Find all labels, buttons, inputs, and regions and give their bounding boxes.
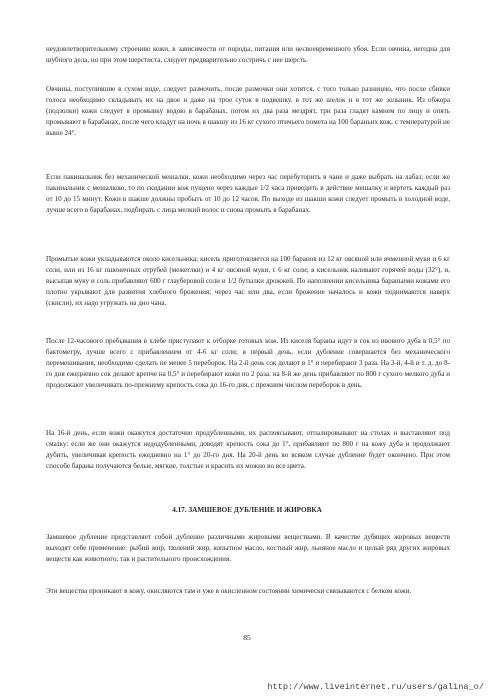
paragraph-ovchiny: Овчины, поступившие в сухом виде, следует размочить, после размочки они хотятся, с того только разницею, что после сбивки голоса необходимо складывать их на двое и даже на трое суток в подвешку. в тот же шелок н в тот же золыник. Из обжора (подзолки) кожи следует в промывку водою в барабанах, потом их два раза мездрят, три раза гладят камнем по лицу и опять промывают в барабанах, после чего кладут на ночь в шакшу из 16 кг сухого птичьего помета на 100 бараньих кож, с температурой не выше 24°. (46, 85, 450, 137)
paragraph-pakinalnik: Если пакинальник без механической мешалки, кожи необходимо через час перебуторить в чане и даже выбрать на лабаз; если же пакинальник с мешалкою, то по скидании кож пущено через каждые 1/2 часа приводить в действие мешалку и вертеть каждый раз от 10 до 15 минут. Кожи в шакше должны пробыть от 10 до 12 часов. По выходе из шакши кожи следует промыть в холодной воде, лучше всего в барабанах, подбирать с лица мелкий волос и снова промыть в барабанах. (46, 173, 450, 214)
page-number: 85 (243, 633, 251, 642)
paragraph-intro: неудовлетворительному строению кожи, в зависимости от породы, питания или несвоевременного убоя. Если овчина, негодна для шубного дела, но при этом шерстиста, следует предварительно состричь с нее шерсть. (46, 45, 450, 64)
paragraph-dublenie: После 12-часового пребывания в хлебе приступают к отборке готовых кож. Из киселя бараны идут в сок из ивового дуба в 0,5° по бактометру, лучше всего с прибавлением от 4-6 кг соли; в первый день, если дубление совершается без механического перемешивания, необходимо сделать не менее 5 переборок. На 2-й день сок делают в 1° и перебирают 3 раза. На 3-й, 4-й и т. д. до 8-го дня ежедневно сок делают крепче на 0,5° и перебирают кожи по 2 раза. на 8-й же день прибавляют по 800 г сухого мелкого дуба и продолжают увеличивать по-прежнему крепость сока до 16-го дня, с прежним числом переборок в день. (46, 337, 450, 389)
paragraph-16-day: На 16-й день, если кожи окажутся достаточно продубленными, их распоясывают, отпалировывают на столах и выставляют под смазку: если же они окажутся недодубленными, доводят крепость сока до 1°, прибавляют по 800 г на кожу дуба и продолжают дубить, увеличивая крепость ежедневно на 1° до 20-го дня. На 20-й день во всяком случае дубление будет окончено. При этом способе бараны получаются белые, мягкие, толстые и красить их можно во все цвета. (46, 429, 450, 470)
footer-url-link[interactable]: http://www.liveinternet.ru/users/galina_o/ (267, 682, 484, 692)
paragraph-zamsha: Замшевое дубление представляет собой дубление различными жировыми веществами. В качестве дубящих жировых веществ выходят себе применение: рыбий жир, тюлений жир, копытное масло, костный жир, льняное масло и целый ряд других жировых веществ как животного, так и растительного происхождения. (46, 533, 450, 563)
paragraph-okislenie: Эти вещества проникают в кожу, окисляются там и уже в окисленном состоянии химически связываются с белком кожи. (46, 587, 412, 595)
paragraph-kisel: Промытые кожи укладываются около кисельника; кисель приготовляется на 100 баранов из 12 кг овсяной или ячменной муки и 6 кг соли, или из 16 кг пшеничных отрубей (межеглки) и 4 кг овсяной муки, с 6 кг соли; в кисельник наливают горячей воды (32°), и, высыпав муку и соль прибавляют 600 г глауберовой соли и 1/2 бутылки дрожжей. По наполнении кисельника бараньими кожами его плотно укрывают для развития хлебного брожения; через час или два, если брожение началось и кожи поднимаются наверх (скисли), их надо угружать на дно чана. (46, 255, 450, 307)
section-heading: 4.17. ЗАМШЕВОЕ ДУБЛЕНИЕ И ЖИРОВКА (172, 506, 322, 514)
